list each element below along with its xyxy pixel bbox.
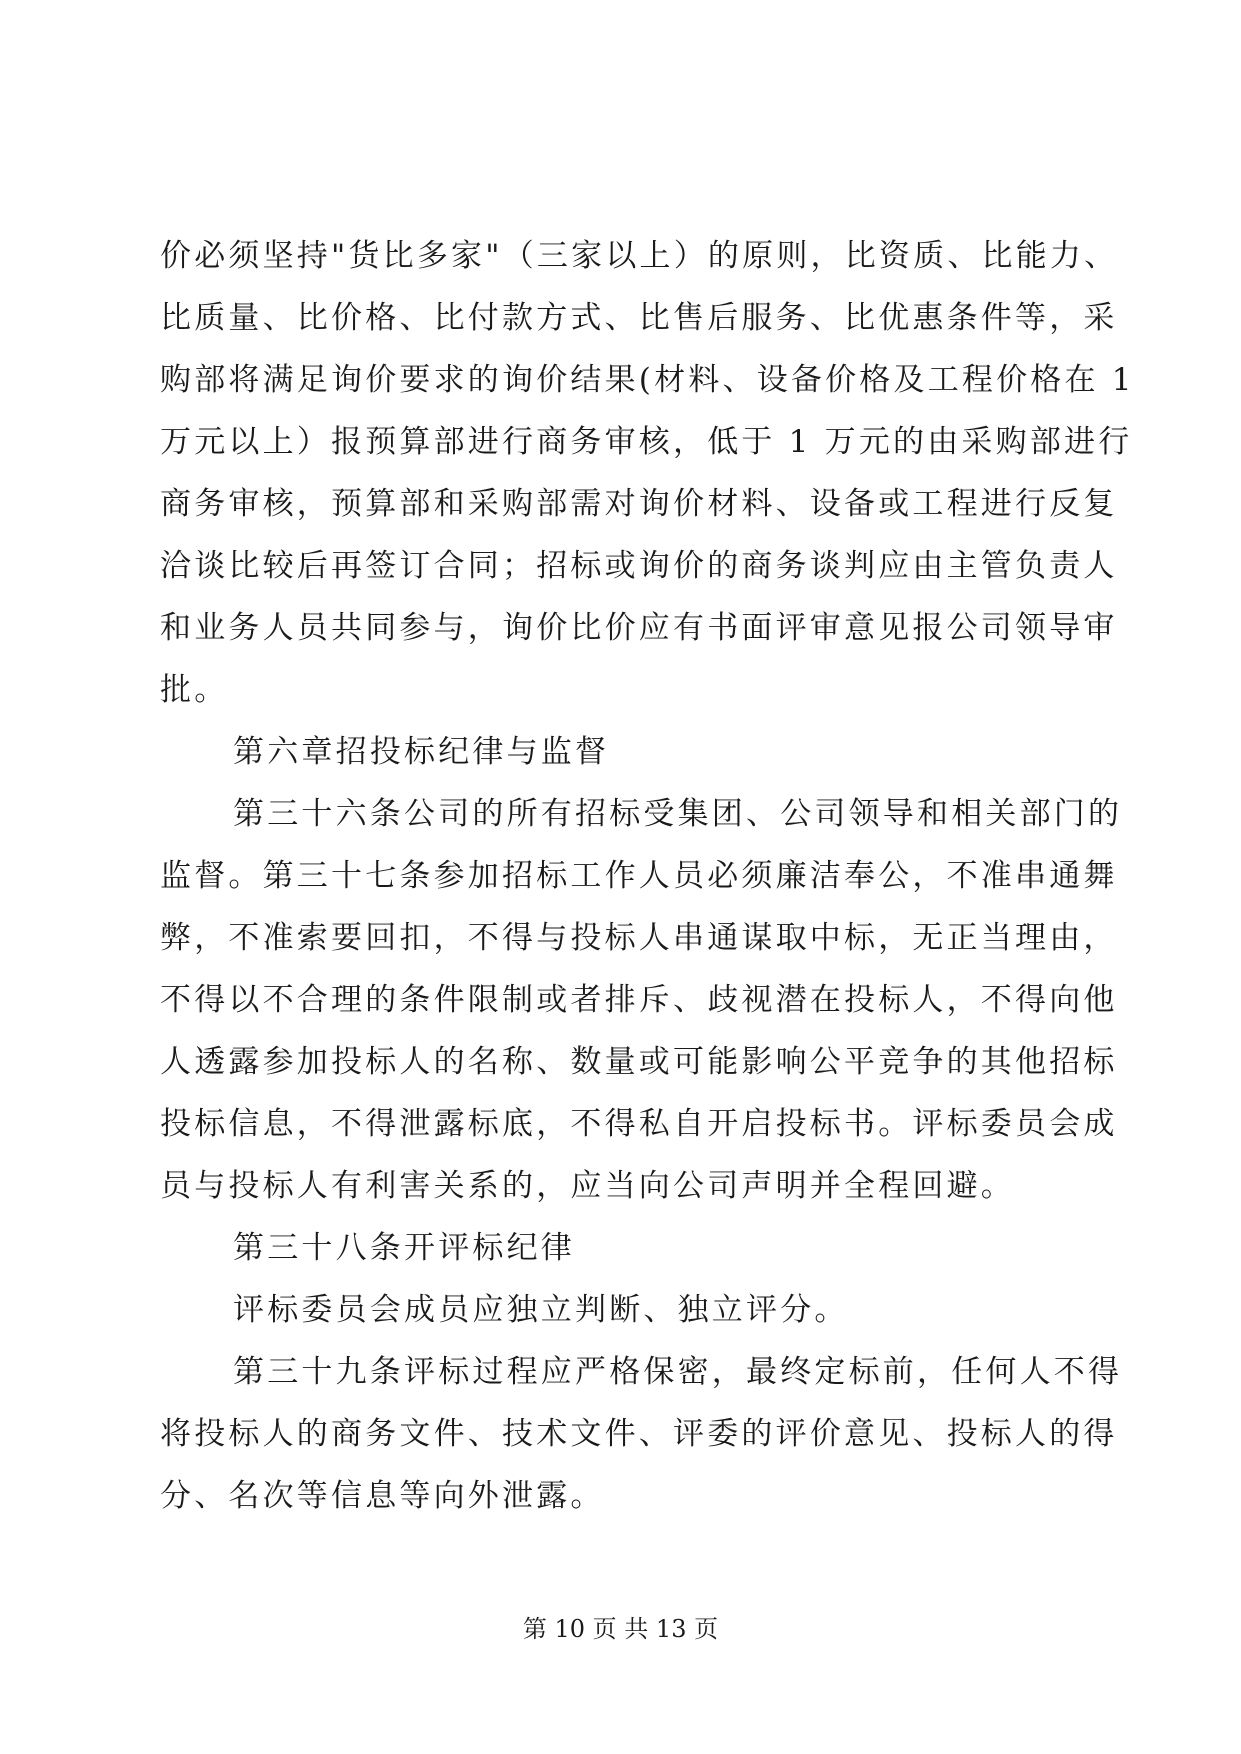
body-text-line: 评标委员会成员应独立判断、独立评分。 (233, 1292, 849, 1328)
page-number-footer: 第 10 页 共 13 页 (522, 1615, 719, 1643)
body-text-line: 价必须坚持"货比多家"（三家以上）的原则，比资质、比能力、 (160, 238, 1119, 274)
body-text-line: 将投标人的商务文件、技术文件、评委的评价意见、投标人的得 (160, 1416, 1118, 1452)
body-text-line: 比质量、比价格、比付款方式、比售后服务、比优惠条件等，采 (160, 300, 1118, 336)
body-text-line: 万元以上）报预算部进行商务审核，低于 1 万元的由采购部进行 (160, 424, 1133, 460)
chapter-heading: 第六章招投标纪律与监督 (233, 734, 610, 770)
article-heading: 第三十八条开评标纪律 (233, 1230, 575, 1266)
body-text-line: 购部将满足询价要求的询价结果(材料、设备价格及工程价格在 1 (160, 362, 1135, 398)
body-text-line: 第三十九条评标过程应严格保密，最终定标前，任何人不得 (233, 1354, 1123, 1390)
body-text-line: 分、名次等信息等向外泄露。 (160, 1478, 605, 1514)
body-text-line: 监督。第三十七条参加招标工作人员必须廉洁奉公，不准串通舞 (160, 858, 1118, 894)
body-text-line: 员与投标人有利害关系的，应当向公司声明并全程回避。 (160, 1168, 1015, 1204)
body-text-line: 不得以不合理的条件限制或者排斥、歧视潜在投标人，不得向他 (160, 982, 1118, 1018)
body-text-line: 第三十六条公司的所有招标受集团、公司领导和相关部门的 (233, 796, 1123, 832)
body-text-line: 洽谈比较后再签订合同；招标或询价的商务谈判应由主管负责人 (160, 548, 1118, 584)
body-text-line: 投标信息，不得泄露标底，不得私自开启投标书。评标委员会成 (160, 1106, 1118, 1142)
body-text-line: 批。 (160, 672, 229, 708)
body-text-line: 商务审核，预算部和采购部需对询价材料、设备或工程进行反复 (160, 486, 1118, 522)
body-text-line: 人透露参加投标人的名称、数量或可能影响公平竞争的其他招标 (160, 1044, 1118, 1080)
body-text-line: 弊，不准索要回扣，不得与投标人串通谋取中标，无正当理由， (160, 920, 1118, 956)
body-text-line: 和业务人员共同参与，询价比价应有书面评审意见报公司领导审 (160, 610, 1118, 646)
